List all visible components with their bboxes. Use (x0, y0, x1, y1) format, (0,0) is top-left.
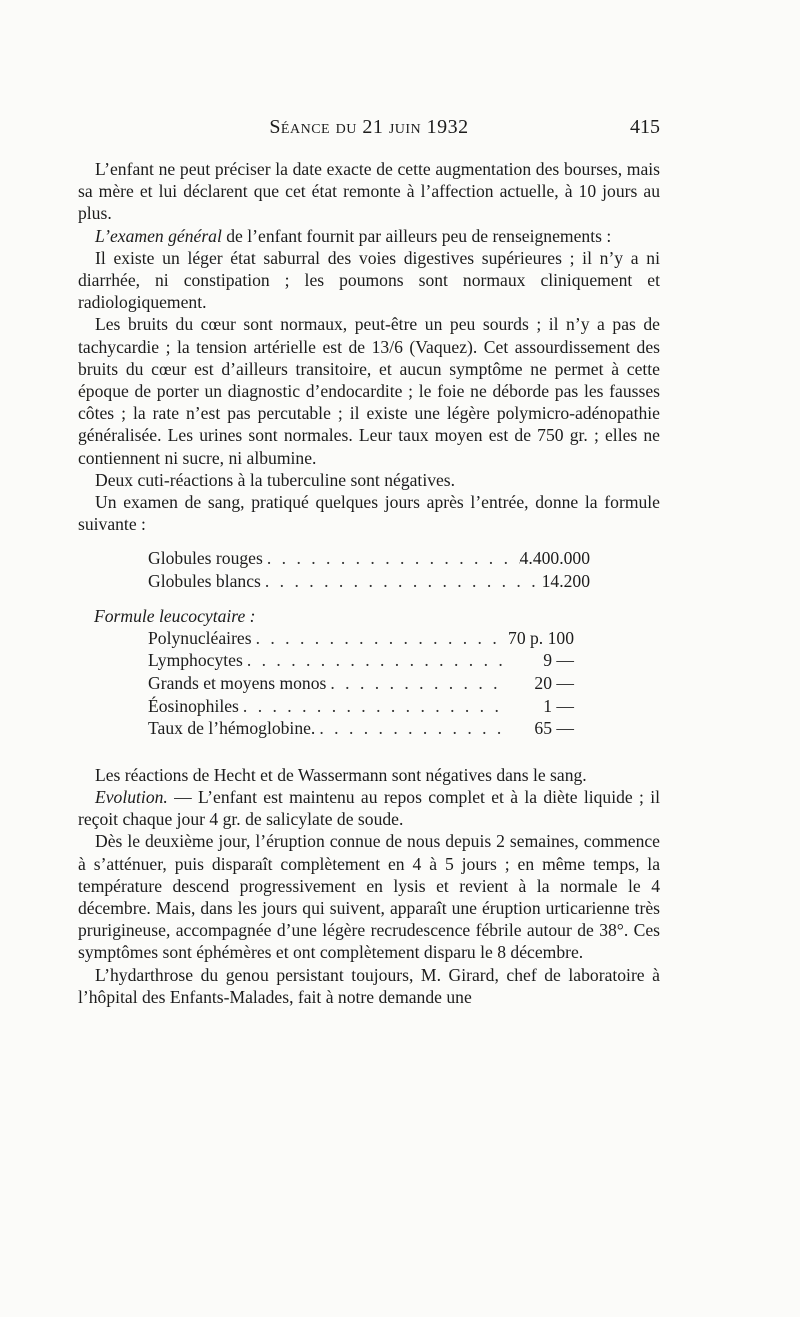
row-label: Polynucléaires (148, 627, 252, 648)
body-text (78, 158, 660, 1008)
paragraph-1: L’enfant ne peut préciser la date exacte de cette augmentation des bourses, mais sa mère et lui déclarent que cet état remonte à l’affection actuelle, à 10 jours au plus. (78, 159, 660, 224)
table-row (148, 672, 574, 695)
row-label: Lymphocytes (148, 650, 243, 671)
paragraph-3: Il existe un léger état saburral des voies digestives supérieures ; il n’y a ni diarrhée, ni constipation ; les poumons sont normaux cliniquement et radiologiquement. (78, 247, 660, 313)
header-title (78, 116, 660, 139)
paragraph-6: Un examen de sang, pratiqué quelques jours après l’entrée, donne la formule suivante : (78, 492, 660, 535)
paragraph-8-rest: — L’enfant est maintenu au repos complet et à la diète liquide ; il reçoit chaque jour 4 gr. de salicylate de soude. (78, 787, 660, 830)
paragraph-10: L’hydarthrose du genou persistant toujours, M. Girard, chef de laboratoire à l’hôpital des Enfants-Malades, fait à notre demande une (78, 964, 660, 1007)
row-value: 70 p. 100 (508, 627, 574, 648)
paragraph-2-lead: L’examen général (95, 225, 222, 246)
table-row (148, 627, 574, 650)
table-row (148, 717, 574, 740)
row-value: 9 — (543, 650, 574, 671)
table-row (148, 547, 590, 570)
header-prefix: Séance du (269, 116, 357, 138)
paragraph-2-rest: de l’enfant fournit par ailleurs peu de renseignements : (221, 225, 612, 246)
header-day: 21 (362, 116, 384, 138)
row-value: 65 — (534, 718, 574, 739)
leader-dots (326, 672, 504, 694)
row-value: 1 — (543, 695, 574, 716)
table-row (148, 649, 574, 672)
formula-title: Formule leucocytaire : (94, 605, 256, 626)
row-value: 4.400.000 (519, 548, 590, 569)
leader-dots (243, 649, 504, 671)
leucocyte-formula-table (148, 627, 574, 740)
page-number: 415 (630, 116, 660, 138)
table-row (148, 695, 574, 718)
paragraph-8 (78, 786, 660, 830)
paragraph-9: Dès le deuxième jour, l’éruption connue de nous depuis 2 semaines, commence à s’atténuer, puis disparaît complètement en 4 à 5 jours ; en même temps, la température descend progressivement en lysis et revient à la normale le 4 décembre. Mais, dans les jours qui suivent, apparaît une éruption urticarienne très prurigineuse, accompagnée d’une légère recrudescence fébrile autour de 38°. Ces symptômes sont éphémères et ont complètement disparu le 8 décembre. (78, 831, 660, 963)
leader-dots (263, 547, 520, 569)
row-value: 20 — (534, 673, 574, 694)
header-year: 1932 (426, 116, 469, 138)
row-label: Globules blancs (148, 571, 261, 592)
blood-count-table (148, 547, 590, 592)
row-label: Globules rouges (148, 548, 263, 569)
row-label: Grands et moyens monos (148, 673, 327, 694)
leader-dots (315, 717, 504, 739)
paragraph-2 (78, 225, 660, 247)
paragraph-4: Les bruits du cœur sont normaux, peut-être un peu sourds ; il n’y a pas de tachycardie ; la tension artérielle est de 13/6 (Vaquez). Cet assourdissement des bruits du cœur est d’ailleurs transitoire, et aucun symptôme ne permet à cette époque de porter un diagnostic d’endocardite ; le foie ne déborde pas les fausses côtes ; la rate n’est pas percutable ; il existe une légère polymicro-adénopathie généralisée. Les urines sont normales. Leur taux moyen est de 750 gr. ; elles ne contiennent ni sucre, ni albumine. (78, 314, 660, 468)
row-label: Éosinophiles (148, 695, 239, 716)
running-header (78, 116, 660, 146)
paragraph-8-lead: Evolution. (95, 787, 168, 808)
leader-dots (239, 695, 504, 717)
leader-dots (261, 570, 542, 592)
row-label: Taux de l’hémoglobine. (148, 718, 316, 739)
paragraph-5: Deux cuti-réactions à la tuberculine sont négatives. (95, 469, 456, 490)
row-value: 14.200 (541, 571, 590, 592)
leader-dots (252, 627, 504, 649)
header-month: juin (388, 116, 422, 138)
table-row (148, 570, 590, 593)
paragraph-7: Les réactions de Hecht et de Wassermann sont négatives dans le sang. (95, 764, 587, 785)
